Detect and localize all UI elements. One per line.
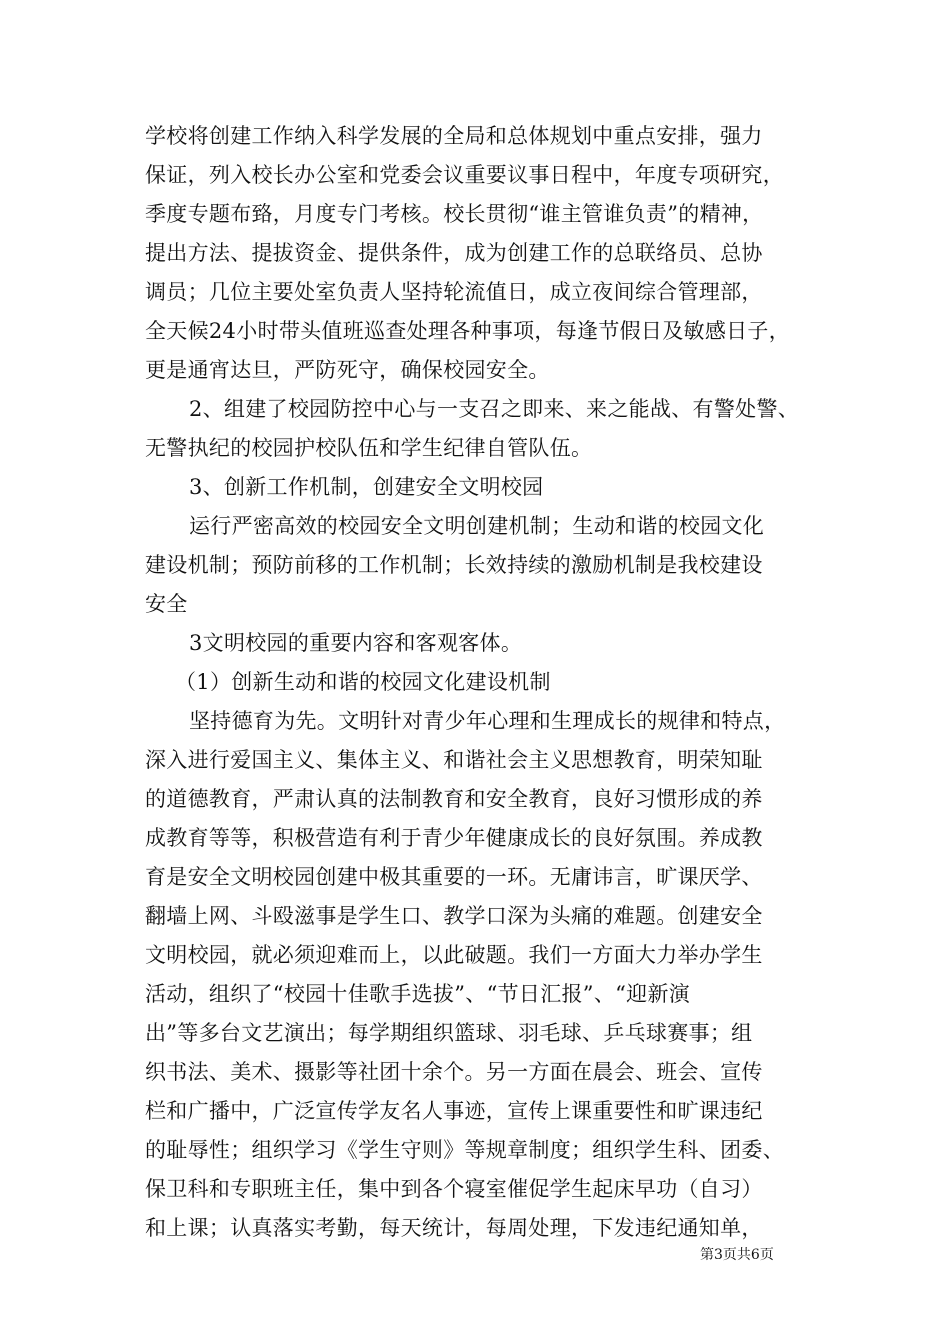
text-line: 栏和广播中，广泛宣传学友名人事迹，宣传上课重要性和旷课违纪 — [145, 1099, 763, 1123]
text-line: 坚持德育为先。文明针对青少年心理和生理成长的规律和特点， — [189, 709, 786, 733]
text-line: 安全 — [145, 592, 188, 616]
subsection-heading: （1）创新生动和谐的校园文化建设机制 — [175, 670, 551, 694]
text-line: 的耻辱性；组织学习《学生守则》等规章制度；组织学生科、团委、 — [145, 1138, 784, 1162]
text-line: 保证，列入校长办公室和党委会议重要议事日程中，年度专项研究， — [145, 163, 784, 187]
text-line: 翻墙上网、斗殴滋事是学生口、教学口深为头痛的难题。创建安全 — [145, 904, 763, 928]
text-line: 活动，组织了“校园十佳歌手选拔”、“节日汇报”、“迎新演 — [145, 982, 691, 1006]
text-line: 的道德教育，严肃认真的法制教育和安全教育，良好习惯形成的养 — [145, 787, 763, 811]
text-line: 全天候24小时带头值班巡查处理各种事项，每逢节假日及敏感日子， — [145, 319, 791, 343]
document-body — [145, 117, 825, 1248]
page-number: 第3页共6页 — [700, 1247, 774, 1263]
text-line: 学校将创建工作纳入科学发展的全局和总体规划中重点安排，强力 — [145, 124, 763, 148]
text-line: 和上课；认真落实考勤，每天统计，每周处理，下发违纪通知单， — [145, 1216, 763, 1240]
text-line: 调员；几位主要处室负责人坚持轮流值日，成立夜间综合管理部， — [145, 280, 763, 304]
text-line: 无警执纪的校园护校队伍和学生纪律自管队伍。 — [145, 436, 593, 460]
text-line: 更是通宵达旦，严防死守，确保校园安全。 — [145, 358, 550, 382]
text-line: 建设机制；预防前移的工作机制；长效持续的激励机制是我校建设 — [145, 553, 763, 577]
text-line: 季度专题布臵，月度专门考核。校长贯彻“谁主管谁负责”的精神， — [145, 202, 764, 226]
text-line: 运行严密高效的校园安全文明创建机制；生动和谐的校园文化 — [189, 514, 765, 538]
text-line: 成教育等等，积极营造有利于青少年健康成长的良好氛围。养成教 — [145, 826, 763, 850]
text-line: 提出方法、提拔资金、提供条件，成为创建工作的总联络员、总协 — [145, 241, 763, 265]
text-line: 2、组建了校园防控中心与一支召之即来、来之能战、有警处警、 — [189, 397, 800, 421]
text-line: 织书法、美术、摄影等社团十余个。另一方面在晨会、班会、宣传 — [145, 1060, 763, 1084]
section-heading: 3、创新工作机制，创建安全文明校园 — [189, 475, 544, 499]
text-line: 3文明校园的重要内容和客观客体。 — [189, 631, 523, 655]
text-line: 保卫科和专职班主任，集中到各个寝室催促学生起床早功（自习） — [145, 1177, 763, 1201]
text-line: 文明校园，就必须迎难而上，以此破题。我们一方面大力举办学生 — [145, 943, 763, 967]
text-line: 深入进行爱国主义、集体主义、和谐社会主义思想教育，明荣知耻 — [145, 748, 763, 772]
text-line: 出”等多台文艺演出；每学期组织篮球、羽毛球、乒乓球赛事；组 — [145, 1021, 753, 1045]
text-line: 育是安全文明校园创建中极其重要的一环。无庸讳言，旷课厌学、 — [145, 865, 763, 889]
